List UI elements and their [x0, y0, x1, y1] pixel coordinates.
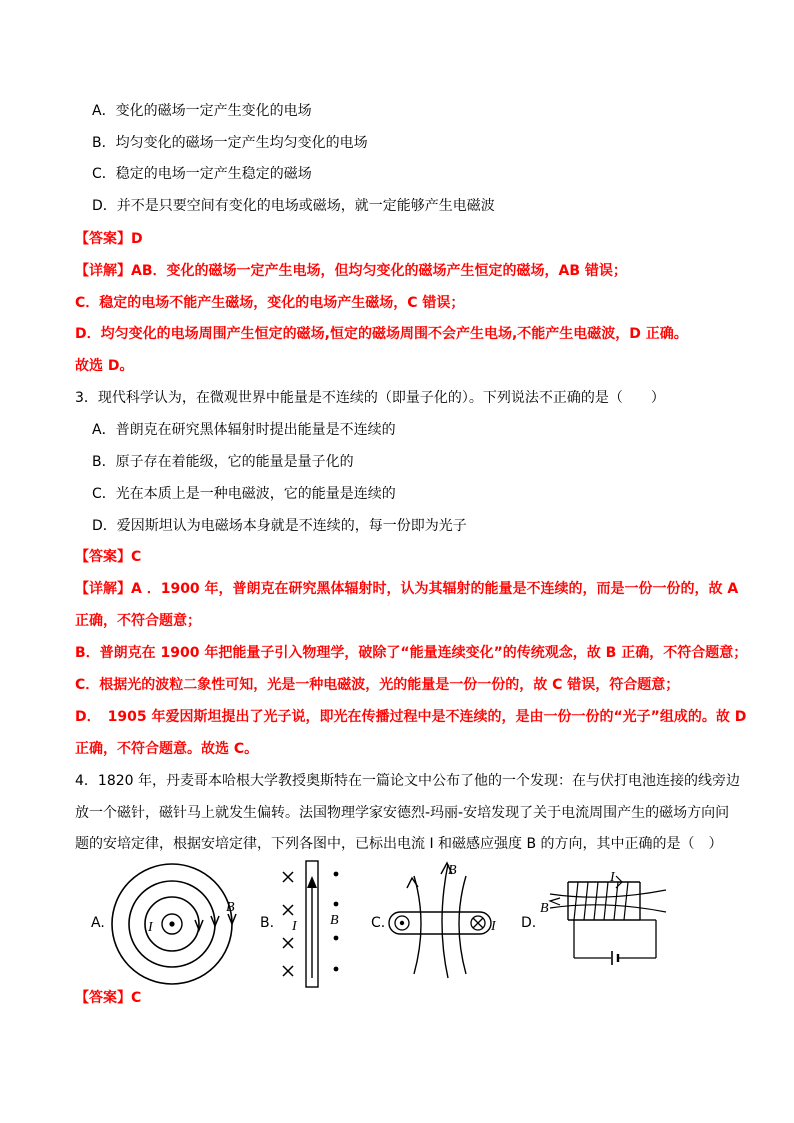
- q2-detail-line-3: D．均匀变化的电场周围产生恒定的磁场,恒定的磁场周围不会产生电场,不能产生电磁波，D 正确。: [75, 326, 688, 342]
- q3-option-c: C．光在本质上是一种电磁波，它的能量是连续的: [92, 486, 396, 502]
- q2-answer: 【答案】D: [75, 231, 143, 247]
- q3-detail-line-2: 正确，不符合题意；: [75, 613, 201, 629]
- q3-option-b: B．原子存在着能级，它的能量是量子化的: [92, 454, 354, 470]
- q2-detail-line-4: 故选 D。: [75, 358, 134, 374]
- arrow-up-icon: [307, 876, 317, 888]
- solenoid-coils: [574, 882, 628, 920]
- field-symbol: B: [540, 901, 549, 916]
- q4-answer: 【答案】C: [75, 990, 142, 1006]
- q2-detail-line-2: C．稳定的电场不能产生磁场，变化的电场产生磁场，C 错误；: [75, 295, 465, 311]
- field-symbol: B: [330, 913, 339, 928]
- field-symbol: B: [448, 863, 457, 878]
- q3-detail-line-6: 正确，不符合题意。故选 C。: [75, 741, 259, 757]
- q4-stem-line-2: 放一个磁针，磁针马上就发生偏转。法国物理学家安德烈-玛丽-安培发现了关于电流周围产生的磁场方向问: [75, 805, 730, 821]
- field-line-left: [414, 876, 421, 974]
- current-symbol: I: [292, 919, 297, 934]
- q4-figure-label-b: B.: [260, 915, 275, 931]
- field-line-right: [459, 876, 466, 974]
- q3-detail-line-4: C．根据光的波粒二象性可知，光是一种电磁波，光的能量是一份一份的，故 C 错误，符合题意；: [75, 677, 680, 693]
- q2-option-a: A．变化的磁场一定产生变化的电场: [92, 103, 312, 119]
- q3-stem: 3．现代科学认为，在微观世界中能量是不连续的（即量子化的）。下列说法不正确的是（ ）: [75, 390, 665, 406]
- q4-figure-label-c: C.: [371, 915, 386, 931]
- current-in-cross-icon: [473, 918, 483, 928]
- field-line-center: [442, 864, 448, 978]
- q3-detail-line-1: 【详解】A ．1900 年，普朗克在研究黑体辐射时，认为其辐射的能量是不连续的，而是一份一份的，故 A: [75, 581, 739, 597]
- q3-detail-line-5: D． 1905 年爱因斯坦提出了光子说，即光在传播过程中是不连续的，是由一份一份的“光子”组成的。故 D: [75, 709, 747, 725]
- q2-option-b: B．均匀变化的磁场一定产生均匀变化的电场: [92, 135, 368, 151]
- figure-b-straight-wire: [278, 860, 358, 990]
- q4-figure-label-d: D.: [521, 915, 537, 931]
- q4-stem-line-3: 题的安培定律，根据安培定律，下列各图中，已标出电流 I 和磁感应强度 B 的方向，其中正确的是（ ）: [75, 836, 723, 852]
- q3-option-a: A．普朗克在研究黑体辐射时提出能量是不连续的: [92, 422, 396, 438]
- current-out-dot-icon: [169, 921, 174, 926]
- q2-option-c: C．稳定的电场一定产生稳定的磁场: [92, 166, 312, 182]
- current-symbol: I: [491, 919, 496, 934]
- q3-option-d: D．爱因斯坦认为电磁场本身就是不连续的，每一份即为光子: [92, 518, 467, 534]
- figure-d-solenoid: [540, 872, 680, 968]
- q4-figure-label-a: A.: [91, 915, 105, 931]
- q2-option-d: D．并不是只要空间有变化的电场或磁场，就一定能够产生电磁波: [92, 198, 495, 214]
- figure-c-ring-current: [388, 858, 508, 982]
- figure-a-circular-field: [110, 858, 240, 990]
- q2-detail-line-1: 【详解】AB．变化的磁场一定产生电场，但均匀变化的磁场产生恒定的磁场，AB 错误；: [75, 263, 627, 279]
- q3-answer: 【答案】C: [75, 549, 142, 565]
- q3-detail-line-3: B．普朗克在 1900 年把能量子引入物理学，破除了“能量连续变化”的传统观念，故 B 正确，不符合题意；: [75, 645, 748, 661]
- q4-stem-line-1: 4．1820 年，丹麦哥本哈根大学教授奥斯特在一篇论文中公布了他的一个发现：在与伏打电池连接的线旁边: [75, 773, 740, 789]
- current-symbol: I: [610, 872, 615, 885]
- current-out-dot-icon: [400, 921, 404, 925]
- arrow-left-icon: [550, 898, 560, 905]
- current-symbol: I: [148, 920, 153, 935]
- field-symbol: B: [226, 900, 235, 915]
